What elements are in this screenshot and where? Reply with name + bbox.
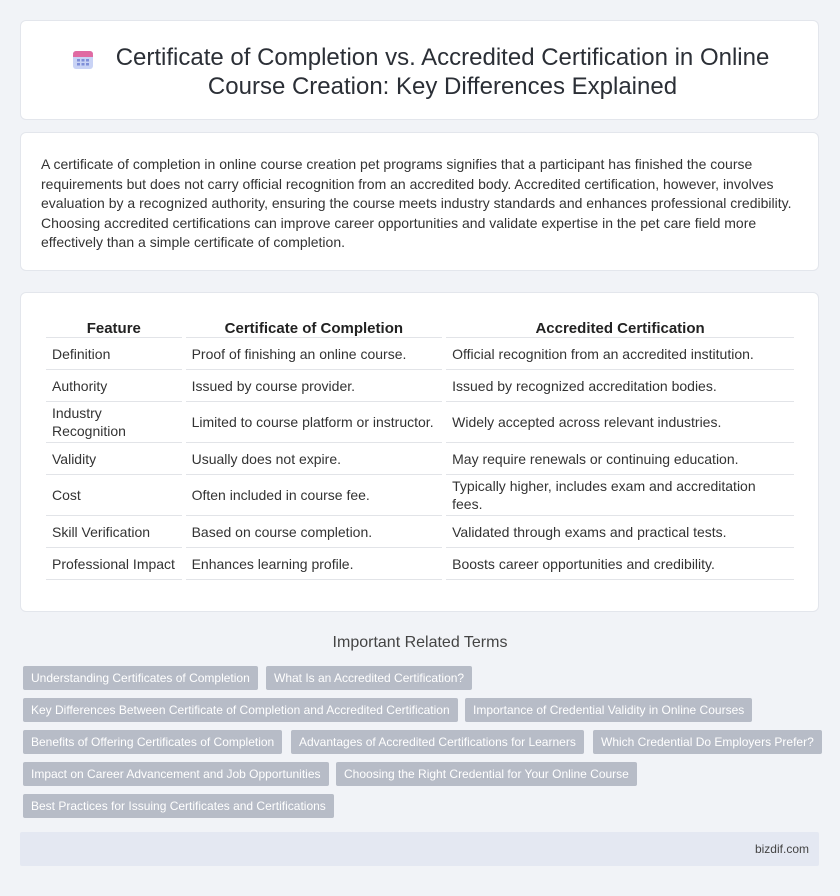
table-row	[46, 516, 794, 548]
row-feature: Professional Impact	[46, 548, 182, 580]
intro-card	[20, 132, 819, 271]
header-accredited: Accredited Certification	[446, 315, 794, 338]
table-row	[46, 402, 794, 443]
row-feature: Definition	[46, 338, 182, 370]
row-accredited: May require renewals or continuing education.	[446, 443, 794, 475]
row-certificate: Enhances learning profile.	[186, 548, 443, 580]
header-feature: Feature	[46, 315, 182, 338]
row-certificate: Issued by course provider.	[186, 370, 443, 402]
row-accredited: Widely accepted across relevant industries.	[446, 402, 794, 443]
row-accredited: Typically higher, includes exam and accreditation fees.	[446, 475, 794, 516]
row-accredited: Issued by recognized accreditation bodies.	[446, 370, 794, 402]
row-feature: Industry Recognition	[46, 402, 182, 443]
table-header-row	[46, 315, 794, 338]
table-row	[46, 548, 794, 580]
related-tag[interactable]: Key Differences Between Certificate of Completion and Accredited Certification	[23, 698, 458, 722]
table-row	[46, 338, 794, 370]
intro-paragraph: A certificate of completion in online course creation pet programs signifies that a participant has finished the course requirements but does not carry official recognition from an accredited body. Accredited certification, however, involves evaluation by a recognized authority, ensuring the course meets industry standards and enhances professional credibility. Choosing accredited certifications can improve career opportunities and validate expertise in the pet care field more effectively than a simple certificate of completion.	[41, 156, 792, 251]
footer-site[interactable]: bizdif.com	[754, 842, 809, 856]
row-certificate: Usually does not expire.	[186, 443, 443, 475]
table-row	[46, 443, 794, 475]
related-tag[interactable]: Best Practices for Issuing Certificates and Certifications	[23, 794, 334, 818]
footer	[20, 832, 819, 866]
row-certificate: Limited to course platform or instructor.	[186, 402, 443, 443]
page-title: Certificate of Completion vs. Accredited Certification in Online Course Creation: Key Differences Explained	[115, 44, 770, 100]
row-certificate: Proof of finishing an online course.	[186, 338, 443, 370]
comparison-table-card	[20, 292, 819, 612]
related-tag[interactable]: Advantages of Accredited Certifications for Learners	[291, 730, 584, 754]
row-feature: Cost	[46, 475, 182, 516]
row-accredited: Boosts career opportunities and credibility.	[446, 548, 794, 580]
related-tag[interactable]: Impact on Career Advancement and Job Opportunities	[23, 762, 329, 786]
related-tag[interactable]: What Is an Accredited Certification?	[266, 666, 472, 690]
row-feature: Authority	[46, 370, 182, 402]
comparison-table	[42, 315, 798, 580]
related-tag[interactable]: Choosing the Right Credential for Your Online Course	[336, 762, 637, 786]
related-tag[interactable]: Benefits of Offering Certificates of Completion	[23, 730, 282, 754]
related-tag[interactable]: Which Credential Do Employers Prefer?	[593, 730, 822, 754]
related-tag[interactable]: Importance of Credential Validity in Online Courses	[465, 698, 752, 722]
table-row	[46, 370, 794, 402]
header-card	[20, 20, 819, 120]
row-certificate: Based on course completion.	[186, 516, 443, 548]
row-accredited: Validated through exams and practical tests.	[446, 516, 794, 548]
row-feature: Skill Verification	[46, 516, 182, 548]
table-row	[46, 475, 794, 516]
row-certificate: Often included in course fee.	[186, 475, 443, 516]
related-terms-title: Important Related Terms	[332, 634, 508, 651]
header-certificate: Certificate of Completion	[186, 315, 443, 338]
related-tag[interactable]: Understanding Certificates of Completion	[23, 666, 258, 690]
row-accredited: Official recognition from an accredited institution.	[446, 338, 794, 370]
row-feature: Validity	[46, 443, 182, 475]
